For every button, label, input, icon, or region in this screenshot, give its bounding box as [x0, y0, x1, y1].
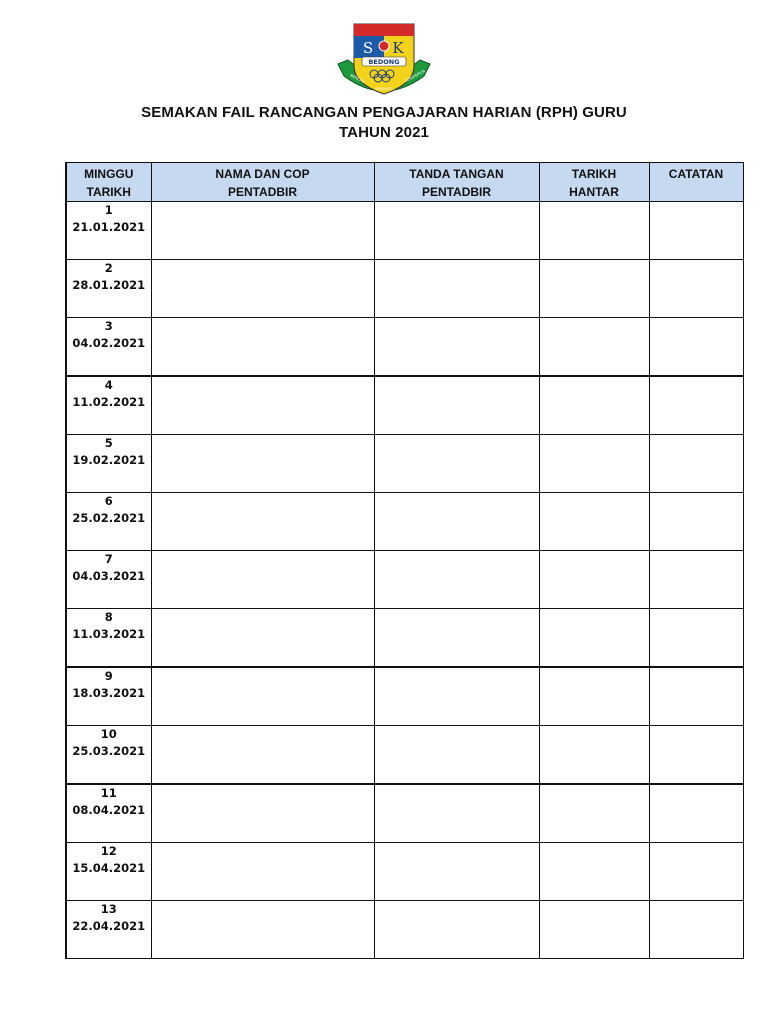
- tarikh-hantar-cell[interactable]: [539, 843, 649, 901]
- week-cell: [66, 202, 151, 260]
- week-cell: [66, 843, 151, 901]
- tarikh-hantar-cell[interactable]: [539, 376, 649, 435]
- tarikh-hantar-cell[interactable]: [539, 435, 649, 493]
- catatan-cell[interactable]: [649, 493, 743, 551]
- tarikh-hantar-cell[interactable]: [539, 609, 649, 668]
- crest-letter-s: S: [362, 39, 374, 57]
- week-cell: [66, 260, 151, 318]
- table-row: [66, 609, 743, 668]
- nama-cop-cell[interactable]: [151, 551, 374, 609]
- tanda-tangan-cell[interactable]: [374, 843, 539, 901]
- crest-banner-text: BEDONG: [368, 58, 400, 66]
- week-date: 08.04.2021: [72, 803, 146, 817]
- nama-cop-cell[interactable]: [151, 493, 374, 551]
- week-cell: [66, 493, 151, 551]
- week-date: 25.03.2021: [72, 744, 146, 758]
- table-row: [66, 901, 743, 959]
- col-header-tanda-tangan: [374, 163, 539, 202]
- week-number: 12: [100, 844, 117, 858]
- col-header-line: PENTADBIR: [227, 185, 298, 199]
- nama-cop-cell[interactable]: [151, 318, 374, 377]
- col-header-nama-dan-cop: [151, 163, 374, 202]
- week-number: 5: [104, 436, 113, 450]
- catatan-cell[interactable]: [649, 784, 743, 843]
- week-number: 4: [104, 378, 113, 392]
- week-date: 11.02.2021: [72, 395, 146, 409]
- col-header-line: TARIKH: [86, 185, 131, 199]
- nama-cop-cell[interactable]: [151, 435, 374, 493]
- week-number: 13: [100, 902, 117, 916]
- nama-cop-cell[interactable]: [151, 784, 374, 843]
- week-cell: [66, 376, 151, 435]
- week-date: 28.01.2021: [72, 278, 146, 292]
- week-number: 2: [104, 261, 113, 275]
- tanda-tangan-cell[interactable]: [374, 493, 539, 551]
- catatan-cell[interactable]: [649, 667, 743, 726]
- week-cell: [66, 435, 151, 493]
- week-number: 9: [104, 669, 113, 683]
- col-header-line: TARIKH: [571, 167, 617, 181]
- tarikh-hantar-cell[interactable]: [539, 318, 649, 377]
- catatan-cell[interactable]: [649, 551, 743, 609]
- tanda-tangan-cell[interactable]: [374, 202, 539, 260]
- crest-ribbon-center: BERBAKTI: [375, 87, 393, 91]
- page-subtitle-year: TAHUN 2021: [339, 124, 429, 141]
- col-header-line: CATATAN: [668, 167, 724, 181]
- crest-letter-k: K: [392, 39, 404, 57]
- week-date: 19.02.2021: [72, 453, 146, 467]
- catatan-cell[interactable]: [649, 726, 743, 785]
- crest-ribbon-left: BERILMU: [349, 73, 366, 85]
- nama-cop-cell[interactable]: [151, 726, 374, 785]
- tanda-tangan-cell[interactable]: [374, 667, 539, 726]
- week-date: 04.02.2021: [72, 336, 146, 350]
- table-row: [66, 551, 743, 609]
- week-number: 10: [100, 727, 117, 741]
- catatan-cell[interactable]: [649, 435, 743, 493]
- week-date: 22.04.2021: [72, 919, 146, 933]
- week-number: 7: [104, 552, 113, 566]
- tarikh-hantar-cell[interactable]: [539, 551, 649, 609]
- catatan-cell[interactable]: [649, 260, 743, 318]
- nama-cop-cell[interactable]: [151, 901, 374, 959]
- tarikh-hantar-cell[interactable]: [539, 784, 649, 843]
- col-header-line: TANDA TANGAN: [409, 167, 504, 181]
- rph-check-table: [65, 162, 744, 959]
- catatan-cell[interactable]: [649, 901, 743, 959]
- nama-cop-cell[interactable]: [151, 843, 374, 901]
- week-number: 11: [100, 786, 117, 800]
- table-row: [66, 784, 743, 843]
- tarikh-hantar-cell[interactable]: [539, 260, 649, 318]
- tanda-tangan-cell[interactable]: [374, 784, 539, 843]
- col-header-line: NAMA DAN COP: [215, 167, 310, 181]
- nama-cop-cell[interactable]: [151, 202, 374, 260]
- tanda-tangan-cell[interactable]: [374, 726, 539, 785]
- table-row: [66, 202, 743, 260]
- week-date: 04.03.2021: [72, 569, 146, 583]
- catatan-cell[interactable]: [649, 609, 743, 668]
- week-number: 1: [104, 203, 113, 217]
- col-header-minggu-tarikh: [66, 163, 151, 202]
- week-date: 25.02.2021: [72, 511, 146, 525]
- nama-cop-cell[interactable]: [151, 609, 374, 668]
- table-row: [66, 260, 743, 318]
- table-row: [66, 376, 743, 435]
- school-crest-logo: [334, 20, 434, 104]
- week-cell: [66, 609, 151, 668]
- table-header-row: [66, 163, 743, 202]
- crest-top-band: [354, 24, 414, 36]
- tanda-tangan-cell[interactable]: [374, 435, 539, 493]
- table-row: [66, 435, 743, 493]
- table-row: [66, 318, 743, 377]
- catatan-cell[interactable]: [649, 376, 743, 435]
- week-cell: [66, 551, 151, 609]
- catatan-cell[interactable]: [649, 843, 743, 901]
- week-cell: [66, 784, 151, 843]
- tarikh-hantar-cell[interactable]: [539, 726, 649, 785]
- crest-ribbon-right: BERDISIPLIN: [404, 69, 426, 83]
- nama-cop-cell[interactable]: [151, 260, 374, 318]
- catatan-cell[interactable]: [649, 202, 743, 260]
- col-header-tarikh-hantar: [539, 163, 649, 202]
- week-date: 18.03.2021: [72, 686, 146, 700]
- tanda-tangan-cell[interactable]: [374, 376, 539, 435]
- col-header-line: MINGGU: [84, 167, 134, 181]
- week-date: 21.01.2021: [72, 220, 146, 234]
- week-date: 11.03.2021: [72, 627, 146, 641]
- nama-cop-cell[interactable]: [151, 376, 374, 435]
- nama-cop-cell[interactable]: [151, 667, 374, 726]
- tanda-tangan-cell[interactable]: [374, 901, 539, 959]
- week-cell: [66, 901, 151, 959]
- tarikh-hantar-cell[interactable]: [539, 202, 649, 260]
- tanda-tangan-cell[interactable]: [374, 551, 539, 609]
- tanda-tangan-cell[interactable]: [374, 260, 539, 318]
- tarikh-hantar-cell[interactable]: [539, 901, 649, 959]
- page-title: SEMAKAN FAIL RANCANGAN PENGAJARAN HARIAN (RPH) GURU: [141, 104, 627, 121]
- col-header-line: HANTAR: [569, 185, 619, 199]
- tarikh-hantar-cell[interactable]: [539, 667, 649, 726]
- table-row: [66, 726, 743, 785]
- tarikh-hantar-cell[interactable]: [539, 493, 649, 551]
- week-date: 15.04.2021: [72, 861, 146, 875]
- week-cell: [66, 726, 151, 785]
- tanda-tangan-cell[interactable]: [374, 318, 539, 377]
- col-header-catatan: [649, 163, 743, 202]
- week-number: 6: [104, 494, 113, 508]
- week-cell: [66, 318, 151, 377]
- week-number: 3: [104, 319, 113, 333]
- table-row: [66, 667, 743, 726]
- table-row: [66, 493, 743, 551]
- tanda-tangan-cell[interactable]: [374, 609, 539, 668]
- week-cell: [66, 667, 151, 726]
- col-header-line: PENTADBIR: [421, 185, 492, 199]
- week-number: 8: [104, 610, 113, 624]
- table-row: [66, 843, 743, 901]
- catatan-cell[interactable]: [649, 318, 743, 377]
